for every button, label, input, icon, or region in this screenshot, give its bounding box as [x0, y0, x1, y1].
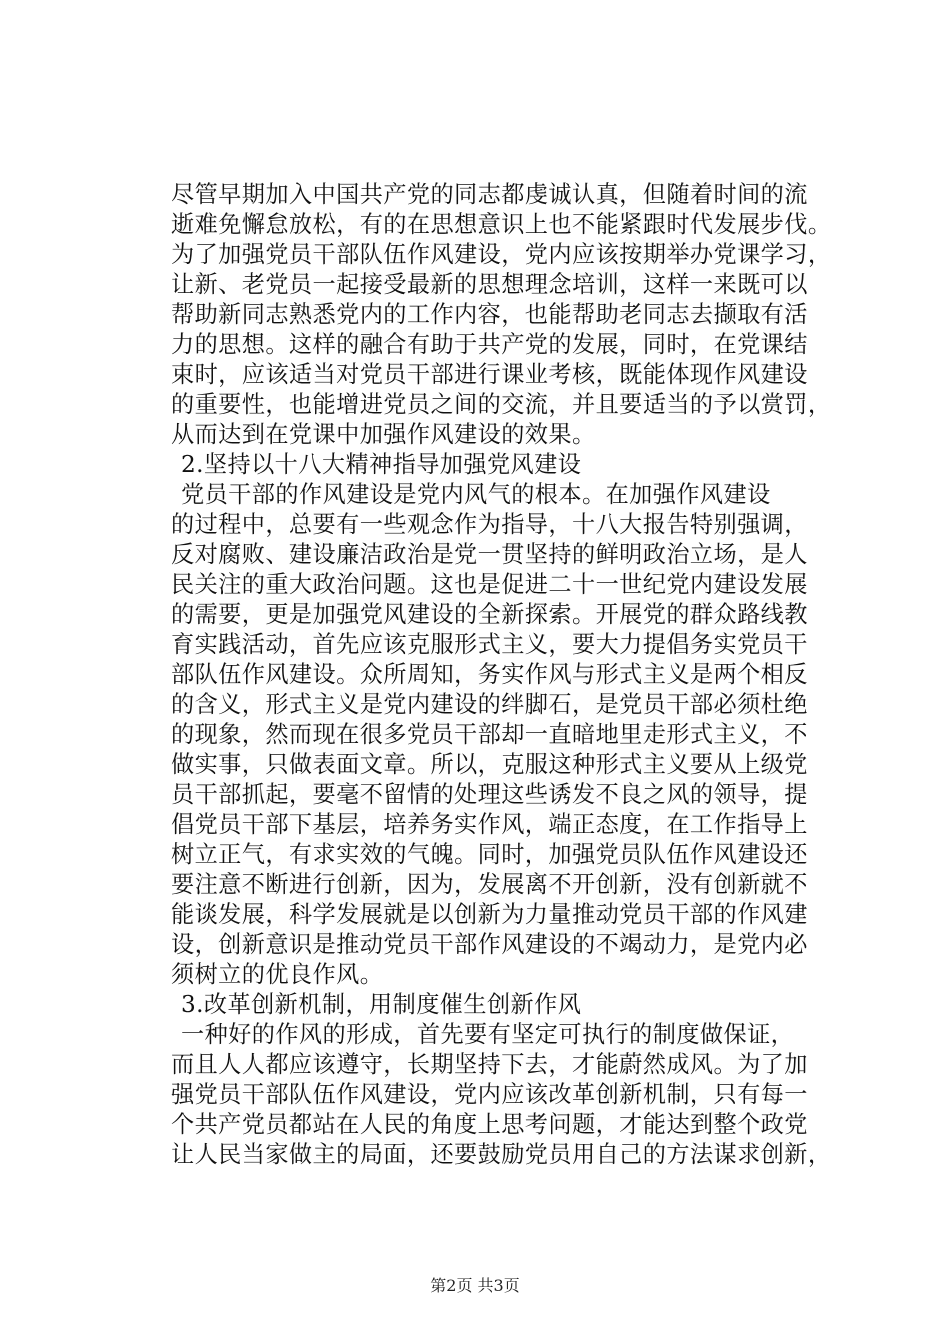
- text-line: 一种好的作风的形成，首先要有坚定可执行的制度做保证，: [181, 1021, 795, 1048]
- text-line: 束时，应该适当对党员干部进行课业考核，既能体现作风建设: [171, 361, 808, 388]
- text-line: 的含义，形式主义是党内建设的绊脚石，是党员干部必须杜绝: [171, 691, 808, 718]
- text-line: 倡党员干部下基层，培养务实作风，端正态度，在工作指导上: [171, 811, 808, 838]
- text-line: 反对腐败、建设廉洁政治是党一贯坚持的鲜明政治立场，是人: [171, 541, 808, 568]
- text-line: 员干部抓起，要毫不留情的处理这些诱发不良之风的领导，提: [171, 781, 808, 808]
- text-line: 须树立的优良作风。: [171, 961, 384, 988]
- text-line: 让人民当家做主的局面，还要鼓励党员用自己的方法谋求创新，: [171, 1141, 832, 1168]
- text-line: 逝难免懈怠放松，有的在思想意识上也不能紧跟时代发展步伐。: [171, 211, 832, 238]
- text-line: 能谈发展，科学发展就是以创新为力量推动党员干部的作风建: [171, 901, 808, 928]
- text-line: 为了加强党员干部队伍作风建设，党内应该按期举办党课学习，: [171, 241, 832, 268]
- text-line: 让新、老党员一起接受最新的思想理念培训，这样一来既可以: [171, 271, 808, 298]
- text-line: 树立正气，有求实效的气魄。同时，加强党员队伍作风建设还: [171, 841, 808, 868]
- text-line: 而且人人都应该遵守，长期坚持下去，才能蔚然成风。为了加: [171, 1051, 808, 1078]
- text-line: 设，创新意识是推动党员干部作风建设的不竭动力，是党内必: [171, 931, 808, 958]
- text-line: 的重要性，也能增进党员之间的交流，并且要适当的予以赏罚，: [171, 391, 832, 418]
- text-line: 党员干部的作风建设是党内风气的根本。在加强作风建设: [181, 481, 771, 508]
- text-line: 民关注的重大政治问题。这也是促进二十一世纪党内建设发展: [171, 571, 808, 598]
- text-line: 育实践活动，首先应该克服形式主义，要大力提倡务实党员干: [171, 631, 808, 658]
- text-line: 部队伍作风建设。众所周知，务实作风与形式主义是两个相反: [171, 661, 808, 688]
- text-line: 的过程中，总要有一些观念作为指导，十八大报告特别强调，: [171, 511, 808, 538]
- section-heading: 2.坚持以十八大精神指导加强党风建设: [181, 451, 582, 478]
- text-line: 个共产党员都站在人民的角度上思考问题，才能达到整个政党: [171, 1111, 808, 1138]
- text-line: 从而达到在党课中加强作风建设的效果。: [171, 421, 596, 448]
- text-line: 帮助新同志熟悉党内的工作内容，也能帮助老同志去撷取有活: [171, 301, 808, 328]
- text-line: 做实事，只做表面文章。所以，克服这种形式主义要从上级党: [171, 751, 808, 778]
- text-line: 的现象，然而现在很多党员干部却一直暗地里走形式主义，不: [171, 721, 808, 748]
- section-heading: 3.改革创新机制，用制度催生创新作风: [181, 991, 582, 1018]
- text-line: 的需要，更是加强党风建设的全新探索。开展党的群众路线教: [171, 601, 808, 628]
- page-footer: 第2页 共3页: [430, 1276, 520, 1295]
- text-line: 要注意不断进行创新，因为，发展离不开创新，没有创新就不: [171, 871, 808, 898]
- text-line: 尽管早期加入中国共产党的同志都虔诚认真，但随着时间的流: [171, 181, 808, 208]
- text-line: 力的思想。这样的融合有助于共产党的发展，同时，在党课结: [171, 331, 808, 358]
- text-line: 强党员干部队伍作风建设，党内应该改革创新机制，只有每一: [171, 1081, 808, 1108]
